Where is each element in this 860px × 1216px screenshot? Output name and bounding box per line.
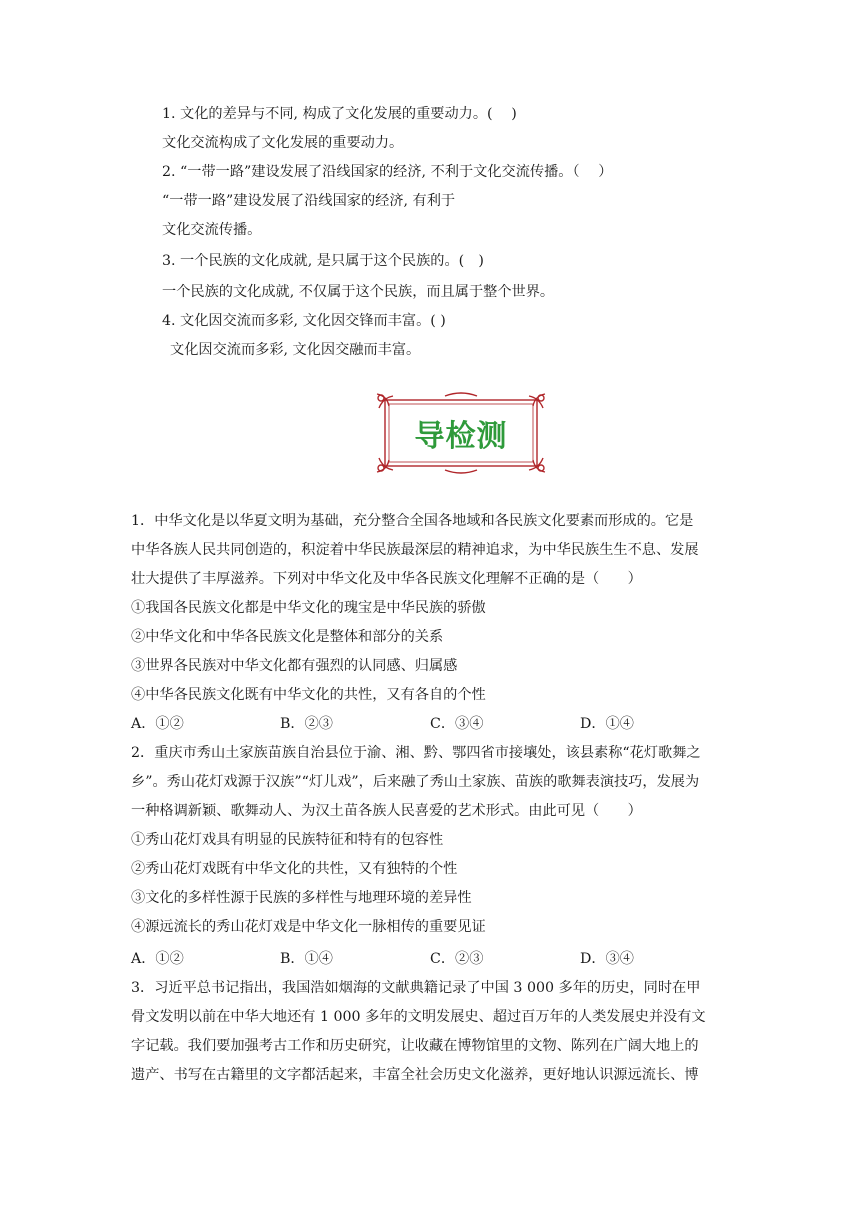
question-statement: ③文化的多样性源于民族的多样性与地理环境的差异性 [131,890,472,906]
review-a1: 文化交流构成了文化发展的重要动力。 [162,135,404,151]
option-b: B．①④ [280,951,333,967]
review-a2-line2: 文化交流传播。 [162,222,262,238]
question-stem-line: 3．习近平总书记指出，我国浩如烟海的文献典籍记录了中国 3 000 多年的历史，同时在甲 [131,980,701,996]
review-q2: 2. “一带一路”建设发展了沿线国家的经济, 不利于文化交流传播。（ ） [162,164,613,180]
option-b: B．②③ [280,716,333,732]
question-stem-line: 乡”。秀山花灯戏源于汉族”“灯儿戏”，后来融了秀山土家族、苗族的歌舞表演技巧，发展为 [131,774,700,790]
review-a2-line1: “一带一路”建设发展了沿线国家的经济, 有利于 [162,193,456,209]
question-stem-line: 一种格调新颖、歌舞动人、为汉土苗各族人民喜爱的艺术形式。由此可见（ ） [131,803,642,819]
option-a: A．①② [131,951,184,967]
review-q4: 4. 文化因交流而多彩, 文化因交锋而丰富。( ) [162,313,446,329]
banner-title: 导检测 [414,419,508,454]
review-a4: 文化因交流而多彩, 文化因交融而丰富。 [170,342,421,358]
question-statement: ④源远流长的秀山花灯戏是中华文化一脉相传的重要见证 [131,919,486,935]
option-d: D．①④ [580,716,634,732]
option-c: C．②③ [430,951,484,967]
review-a3: 一个民族的文化成就, 不仅属于这个民族，而且属于整个世界。 [162,284,555,300]
question-statement: ①我国各民族文化都是中华文化的瑰宝是中华民族的骄傲 [131,600,486,616]
question-statement: ②秀山花灯戏既有中华文化的共性，又有独特的个性 [131,861,458,877]
section-banner [373,390,549,476]
review-q1: 1. 文化的差异与不同, 构成了文化发展的重要动力。( ) [162,106,517,122]
review-q3: 3. 一个民族的文化成就, 是只属于这个民族的。( ) [162,253,484,269]
question-statement: ①秀山花灯戏具有明显的民族特征和特有的包容性 [131,832,444,848]
question-stem-line: 1．中华文化是以华夏文明为基础，充分整合全国各地域和各民族文化要素而形成的。它是 [131,513,694,529]
option-c: C．③④ [430,716,484,732]
question-stem-line: 中华各族人民共同创造的，积淀着中华民族最深层的精神追求，为中华民族生生不息、发展 [131,542,699,558]
option-a: A．①② [131,716,184,732]
question-stem-line: 2．重庆市秀山土家族苗族自治县位于渝、湘、黔、鄂四省市接壤处，该县素称“花灯歌舞之 [131,745,701,761]
question-statement: ③世界各民族对中华文化都有强烈的认同感、归属感 [131,658,458,674]
question-stem-line: 字记载。我们要加强考古工作和历史研究，让收藏在博物馆里的文物、陈列在广阔大地上的 [131,1038,699,1054]
option-d: D．③④ [580,951,634,967]
question-stem-line: 壮大提供了丰厚滋养。下列对中华文化及中华各民族文化理解不正确的是（ ） [131,571,642,587]
question-stem-line: 遗产、书写在古籍里的文字都活起来，丰富全社会历史文化滋养，更好地认识源远流长、博 [131,1067,699,1083]
question-stem-line: 骨文发明以前在中华大地还有 1 000 多年的文明发展史、超过百万年的人类发展史并没有文 [131,1009,706,1025]
question-statement: ④中华各民族文化既有中华文化的共性，又有各自的个性 [131,687,486,703]
question-statement: ②中华文化和中华各民族文化是整体和部分的关系 [131,629,444,645]
